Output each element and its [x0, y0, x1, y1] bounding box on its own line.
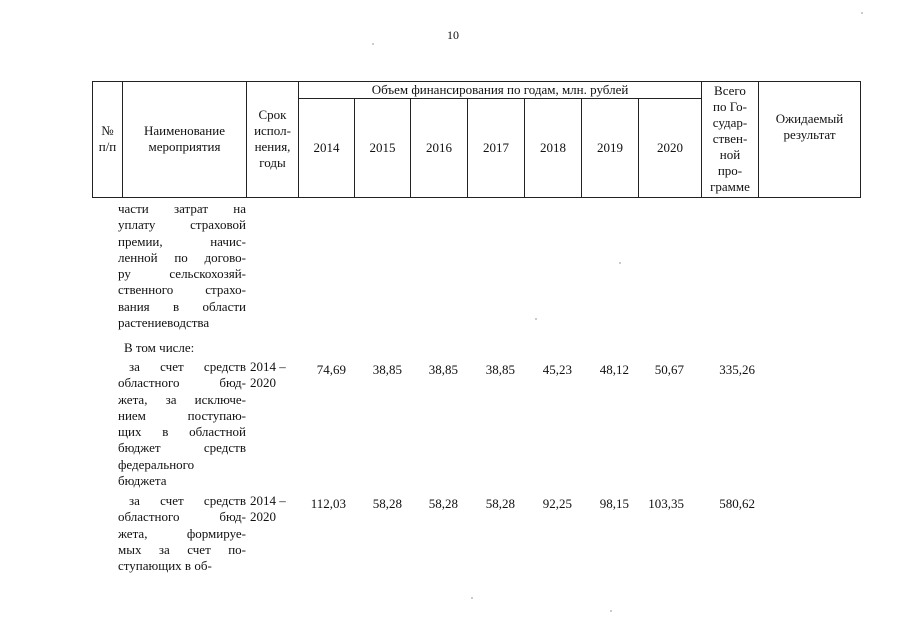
text-line: жета, формируе- [118, 525, 246, 541]
text-line: ственного страхо- [118, 282, 246, 298]
row-2-name [118, 493, 246, 574]
value-2018: 92,25 [542, 496, 572, 511]
header-text: п/п [98, 139, 117, 154]
text-line: федерального [118, 456, 195, 472]
scan-speck [535, 318, 537, 320]
header-text: испол- [254, 123, 291, 138]
header-text: про- [717, 163, 743, 178]
header-year: 2016 [426, 140, 452, 155]
row-2-term [250, 493, 286, 526]
text-line: 2014 – [250, 359, 286, 374]
value-2019: 98,15 [599, 496, 629, 511]
text-line: 2020 [250, 375, 276, 391]
header-text: годы [259, 155, 286, 170]
header-text: результат [783, 127, 836, 142]
header-year: 2018 [540, 140, 566, 155]
value-2015: 58,28 [372, 496, 402, 511]
value-2016: 58,28 [428, 496, 458, 511]
header-text: ной [719, 147, 741, 162]
header-result [759, 111, 860, 141]
text-line: щих в областной [118, 424, 246, 440]
text-line: бюджет средств [118, 440, 246, 456]
text-line: премии, начис- [118, 233, 246, 249]
header-year: 2014 [313, 140, 340, 155]
text-line: 2014 – [250, 493, 286, 508]
value-2015: 38,85 [372, 362, 402, 377]
header-year: 2019 [597, 140, 623, 155]
header-name [123, 81, 246, 197]
section-label: В том числе: [124, 340, 195, 355]
text-line: растениеводства [118, 315, 210, 331]
header-text: № [101, 123, 114, 138]
text-line: части затрат на [118, 201, 246, 216]
text-line: ступающих в об- [118, 558, 212, 574]
row-continuation-text [118, 201, 246, 331]
scan-speck [372, 43, 374, 45]
header-number [93, 81, 122, 197]
header-total [702, 81, 758, 197]
scan-speck [861, 12, 863, 14]
scan-speck [471, 597, 473, 599]
header-text: Всего [714, 83, 746, 98]
header-text: Срок [258, 107, 287, 122]
header-text: по Го- [713, 99, 747, 114]
value-2020: 103,35 [648, 496, 684, 511]
value-2016: 38,85 [428, 362, 458, 377]
text-line: жета, за исключе- [118, 391, 246, 407]
header-text: судар- [712, 115, 748, 130]
text-line: вания в области [118, 298, 246, 314]
header-text: ствен- [712, 131, 748, 146]
header-text: грамме [710, 179, 750, 194]
text-line: областного бюд- [118, 375, 246, 391]
header-financing: Объем финансирования по годам, млн. рублей [371, 81, 629, 97]
scan-speck [610, 610, 612, 612]
row-1-name [118, 359, 246, 489]
header-year: 2017 [483, 140, 509, 155]
text-line: мых за счет по- [118, 541, 246, 557]
header-text: Наименование [144, 123, 225, 138]
header-year: 2020 [657, 140, 683, 155]
text-line: ру сельскохозяй- [118, 266, 246, 282]
text-line: 2020 [250, 509, 276, 525]
value-2014: 112,03 [310, 496, 346, 511]
value-total: 335,26 [719, 362, 755, 377]
text-line: за счет средств [129, 493, 246, 508]
text-line: за счет средств [129, 359, 246, 374]
page-number: 10 [447, 28, 459, 42]
value-2017: 58,28 [485, 496, 515, 511]
value-2014: 74,69 [316, 362, 346, 377]
scan-speck [619, 262, 621, 264]
value-2017: 38,85 [485, 362, 515, 377]
row-1-term [250, 359, 286, 392]
table-header [92, 81, 861, 198]
text-line: уплату страховой [118, 217, 246, 233]
text-line: ленной по догово- [118, 249, 246, 265]
text-line: областного бюд- [118, 509, 246, 525]
rule [860, 81, 861, 198]
value-2020: 50,67 [654, 362, 684, 377]
value-2018: 45,23 [542, 362, 572, 377]
value-total: 580,62 [719, 496, 755, 511]
header-text: мероприятия [148, 139, 221, 154]
text-line: бюджета [118, 473, 167, 489]
header-year: 2015 [369, 140, 396, 155]
header-term [247, 81, 298, 197]
rule [92, 197, 861, 198]
value-2019: 48,12 [599, 362, 629, 377]
text-line: нием поступаю- [118, 407, 246, 423]
header-text: Ожидаемый [775, 111, 844, 126]
header-text: нения, [254, 139, 291, 154]
